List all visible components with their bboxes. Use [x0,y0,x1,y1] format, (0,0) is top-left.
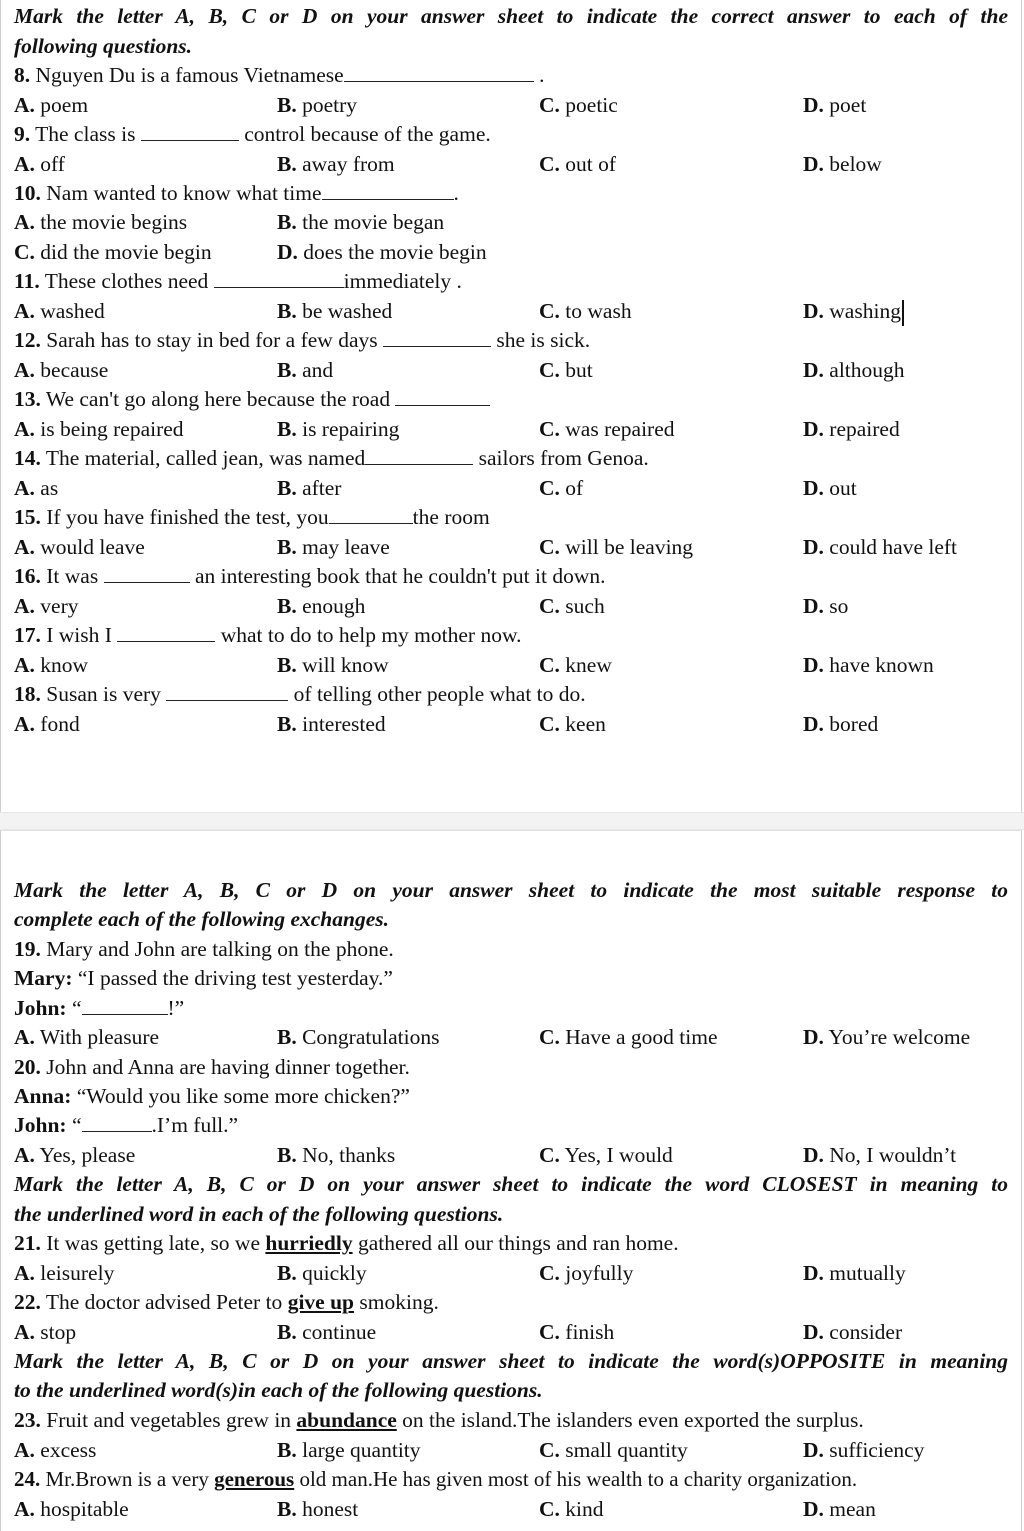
q18-option-c: C. keen [539,712,606,736]
q21-option-c: C. joyfully [539,1261,634,1285]
q23-option-a: A. excess [14,1438,97,1462]
q21-option-a: A. leisurely [14,1261,115,1285]
q22-option-b: B. continue [277,1320,377,1344]
answer-blank [82,996,168,1015]
q8-option-d: D. poet [803,93,867,117]
answer-blank [214,269,344,288]
underlined-word: hurriedly [265,1231,353,1255]
q22-option-c: C. finish [539,1320,615,1344]
q17-option-b: B. will know [277,653,389,677]
q17-option-c: C. knew [539,653,612,677]
question-13: 13. We can't go along here because the road [14,386,490,414]
q20-john-line: John: “ .I’m full.” [14,1113,239,1137]
q24-option-a: A. hospitable [14,1497,129,1521]
answer-blank [365,446,473,465]
q19-mary-line: Mary: “I passed the driving test yesterday.” [14,966,393,990]
q16-option-a: A. very [14,594,79,618]
q22-option-d: D. consider [803,1320,903,1344]
answer-blank [141,122,239,141]
q15-option-b: B. may leave [277,535,390,559]
section3-instruction: Mark the letter A, B, C or D on your answer sheet to indicate the word CLOSEST in meaning to [14,1172,1008,1196]
q10-option-a: A. the movie begins [14,210,188,234]
q19-john-line: John: “ !” [14,996,185,1020]
question-12: 12. Sarah has to stay in bed for a few days she is sick. [14,328,591,352]
q13-option-a: A. is being repaired [14,417,184,441]
question-10: 10. Nam wanted to know what time . [14,181,459,205]
q13-option-d: D. repaired [803,417,900,441]
question-19: 19. Mary and John are talking on the phone. [14,937,394,961]
section3-instruction-cont: the underlined word in each of the following questions. [14,1202,504,1226]
q11-option-b: B. be washed [277,299,393,323]
q12-option-c: C. but [539,358,593,382]
question-16: 16. It was an interesting book that he couldn't put it down. [14,564,606,588]
section2-instruction-cont: complete each of the following exchanges. [14,907,390,931]
q9-option-b: B. away from [277,152,395,176]
q20-option-d: D. No, I wouldn’t [803,1143,957,1167]
q12-option-b: B. and [277,358,334,382]
q19-option-a: A. With pleasure [14,1025,160,1049]
section4-instruction-cont: to the underlined word(s)in each of the following questions. [14,1378,543,1402]
q20-option-b: B. No, thanks [277,1143,396,1167]
answer-blank [329,505,413,524]
underlined-word: give up [287,1290,354,1314]
q23-option-b: B. large quantity [277,1438,421,1462]
answer-blank [322,181,454,200]
question-14: 14. The material, called jean, was named sailors from Genoa. [14,446,649,470]
q19-option-b: B. Congratulations [277,1025,440,1049]
q17-option-a: A. know [14,653,89,677]
q13-option-b: B. is repairing [277,417,400,441]
q19-option-c: C. Have a good time [539,1025,718,1049]
worksheet-panel-bottom [0,830,1022,1531]
q13-option-c: C. was repaired [539,417,675,441]
q10-option-b: B. the movie began [277,210,445,234]
answer-blank [344,63,534,82]
question-9: 9. The class is control because of the game. [14,122,491,146]
answer-blank [117,623,215,642]
q11-option-c: C. to wash [539,299,632,323]
question-15: 15. If you have finished the test, you the room [14,505,490,529]
question-22: 22. The doctor advised Peter to give up smoking. [14,1290,439,1314]
q9-option-d: D. below [803,152,882,176]
section1-instruction: Mark the letter A, B, C or D on your answer sheet to indicate the correct answer to each of the [14,4,1008,28]
q16-option-d: D. so [803,594,849,618]
q24-option-c: C. kind [539,1497,604,1521]
q14-option-a: A. as [14,476,59,500]
q18-option-d: D. bored [803,712,879,736]
question-17: 17. I wish I what to do to help my mother now. [14,623,522,647]
q18-option-b: B. interested [277,712,386,736]
q8-option-a: A. poem [14,93,89,117]
answer-blank [82,1113,152,1132]
question-23: 23. Fruit and vegetables grew in abundance on the island.The islanders even exported the surplus. [14,1408,864,1432]
question-8: 8. Nguyen Du is a famous Vietnamese . [14,63,545,87]
q8-option-c: C. poetic [539,93,618,117]
answer-blank [395,387,490,406]
q22-option-a: A. stop [14,1320,77,1344]
answer-blank [383,328,491,347]
q14-option-d: D. out [803,476,857,500]
q20-option-c: C. Yes, I would [539,1143,673,1167]
q19-option-d: D. You’re welcome [803,1025,971,1049]
q15-option-c: C. will be leaving [539,535,694,559]
q21-option-b: B. quickly [277,1261,367,1285]
underlined-word: abundance [296,1408,397,1432]
q14-option-b: B. after [277,476,342,500]
question-24: 24. Mr.Brown is a very generous old man.He has given most of his wealth to a charity organization. [14,1467,858,1491]
underlined-word: generous [214,1467,295,1491]
q15-option-a: A. would leave [14,535,145,559]
q24-option-d: D. mean [803,1497,876,1521]
q12-option-a: A. because [14,358,109,382]
q23-option-d: D. sufficiency [803,1438,925,1462]
q24-option-b: B. honest [277,1497,359,1521]
q8-option-b: B. poetry [277,93,358,117]
question-20: 20. John and Anna are having dinner together. [14,1055,410,1079]
section1-instruction-cont: following questions. [14,34,193,58]
answer-blank [104,564,190,583]
q14-option-c: C. of [539,476,584,500]
q9-option-c: C. out of [539,152,617,176]
q11-option-a: A. washed [14,299,105,323]
q10-option-c: C. did the movie begin [14,240,212,264]
q20-anna-line: Anna: “Would you like some more chicken?” [14,1084,410,1108]
q21-option-d: D. mutually [803,1261,906,1285]
section2-instruction: Mark the letter A, B, C or D on your answer sheet to indicate the most suitable response to [14,878,1008,902]
section4-instruction: Mark the letter A, B, C or D on your answer sheet to indicate the word(s)OPPOSITE in meaning [14,1349,1008,1373]
q12-option-d: D. although [803,358,905,382]
text-cursor-icon [902,300,904,326]
q15-option-d: D. could have left [803,535,958,559]
q16-option-c: C. such [539,594,605,618]
q20-option-a: A. Yes, please [14,1143,136,1167]
q10-option-d: D. does the movie begin [277,240,487,264]
q18-option-a: A. fond [14,712,80,736]
answer-blank [166,682,288,701]
question-21: 21. It was getting late, so we hurriedly gathered all our things and ran home. [14,1231,679,1255]
q9-option-a: A. off [14,152,65,176]
q16-option-b: B. enough [277,594,366,618]
panel-separator [0,812,1024,830]
q23-option-c: C. small quantity [539,1438,688,1462]
q11-option-d: D. washing [803,298,904,326]
q17-option-d: D. have known [803,653,934,677]
question-11: 11. These clothes need immediately . [14,269,462,293]
question-18: 18. Susan is very of telling other people what to do. [14,682,586,706]
